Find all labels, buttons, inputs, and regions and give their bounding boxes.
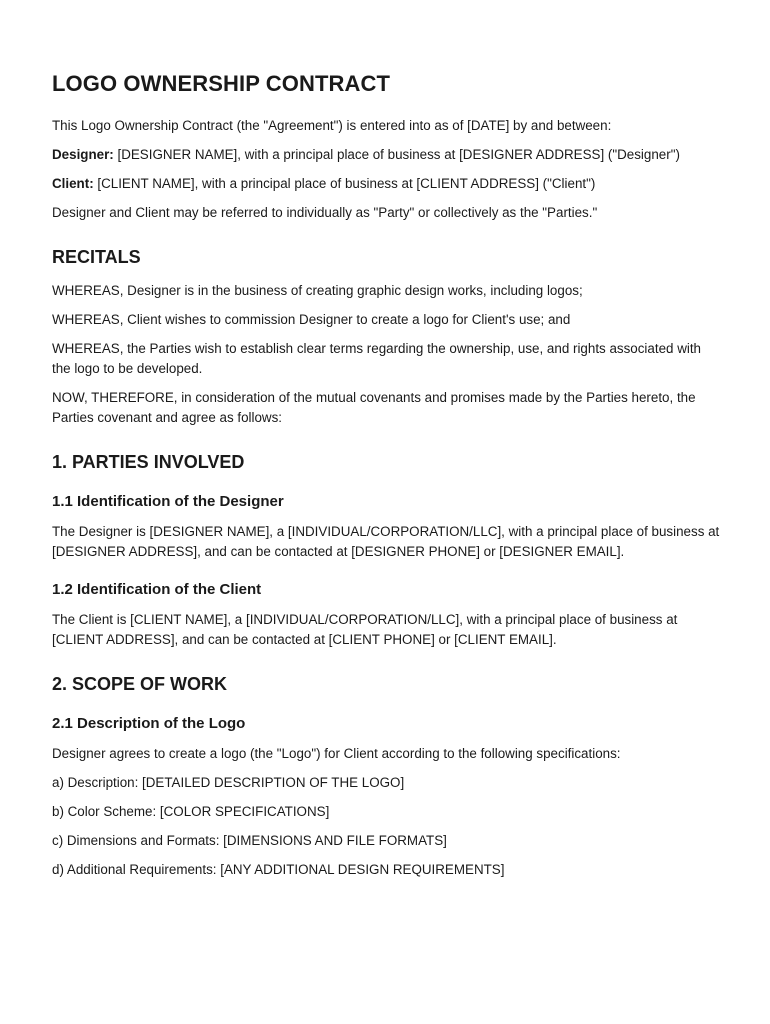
recital-item: WHEREAS, the Parties wish to establish clear terms regarding the ownership, use, and rights associated with the logo to be developed. — [52, 341, 702, 376]
spec-item: d) Additional Requirements: [ANY ADDITIONAL DESIGN REQUIREMENTS] — [52, 862, 505, 877]
recital-item: WHEREAS, Designer is in the business of creating graphic design works, including logos; — [52, 283, 583, 298]
intro-paragraph: This Logo Ownership Contract (the "Agreement") is entered into as of [DATE] by and between: — [52, 118, 612, 133]
designer-party-text: [DESIGNER NAME], with a principal place of business at [DESIGNER ADDRESS] ("Designer") — [113, 147, 680, 162]
designer-label: Designer: — [52, 147, 114, 162]
document-title: LOGO OWNERSHIP CONTRACT — [52, 71, 391, 96]
section-2-1-intro: Designer agrees to create a logo (the "Logo") for Client according to the following specifications: — [52, 746, 621, 761]
recitals-heading: RECITALS — [52, 247, 141, 267]
section-1-2-text: The Client is [CLIENT NAME], a [INDIVIDUAL/CORPORATION/LLC], with a principal place of business at [CLIENT ADDRESS], and can be contacted at [CLIENT PHONE] or [CLIENT EMAIL]. — [52, 612, 678, 647]
section-2-heading: 2. SCOPE OF WORK — [52, 674, 228, 694]
spec-item: b) Color Scheme: [COLOR SPECIFICATIONS] — [52, 804, 330, 819]
section-1-1-text: The Designer is [DESIGNER NAME], a [INDIVIDUAL/CORPORATION/LLC], with a principal place of business at [DESIGNER ADDRESS], and can be contacted at [DESIGNER PHONE] or [DESIGNER EMAIL]. — [52, 524, 720, 559]
parties-note: Designer and Client may be referred to individually as "Party" or collectively as the "Parties." — [52, 205, 598, 220]
section-1-2-heading: 1.2 Identification of the Client — [52, 581, 262, 598]
client-label: Client: — [52, 176, 94, 191]
client-party-text: [CLIENT NAME], with a principal place of business at [CLIENT ADDRESS] ("Client") — [93, 176, 596, 191]
section-2-1-heading: 2.1 Description of the Logo — [52, 715, 246, 732]
designer-party-paragraph — [52, 145, 720, 165]
recital-item: WHEREAS, Client wishes to commission Designer to create a logo for Client's use; and — [52, 312, 571, 327]
section-1-1-heading: 1.1 Identification of the Designer — [52, 493, 284, 510]
client-party-paragraph — [52, 174, 720, 194]
spec-item: c) Dimensions and Formats: [DIMENSIONS AND FILE FORMATS] — [52, 833, 447, 848]
spec-item: a) Description: [DETAILED DESCRIPTION OF THE LOGO] — [52, 775, 405, 790]
recital-item: NOW, THEREFORE, in consideration of the mutual covenants and promises made by the Parties hereto, the Parties covenant and agree as follows: — [52, 390, 696, 425]
section-1-heading: 1. PARTIES INVOLVED — [52, 452, 245, 472]
